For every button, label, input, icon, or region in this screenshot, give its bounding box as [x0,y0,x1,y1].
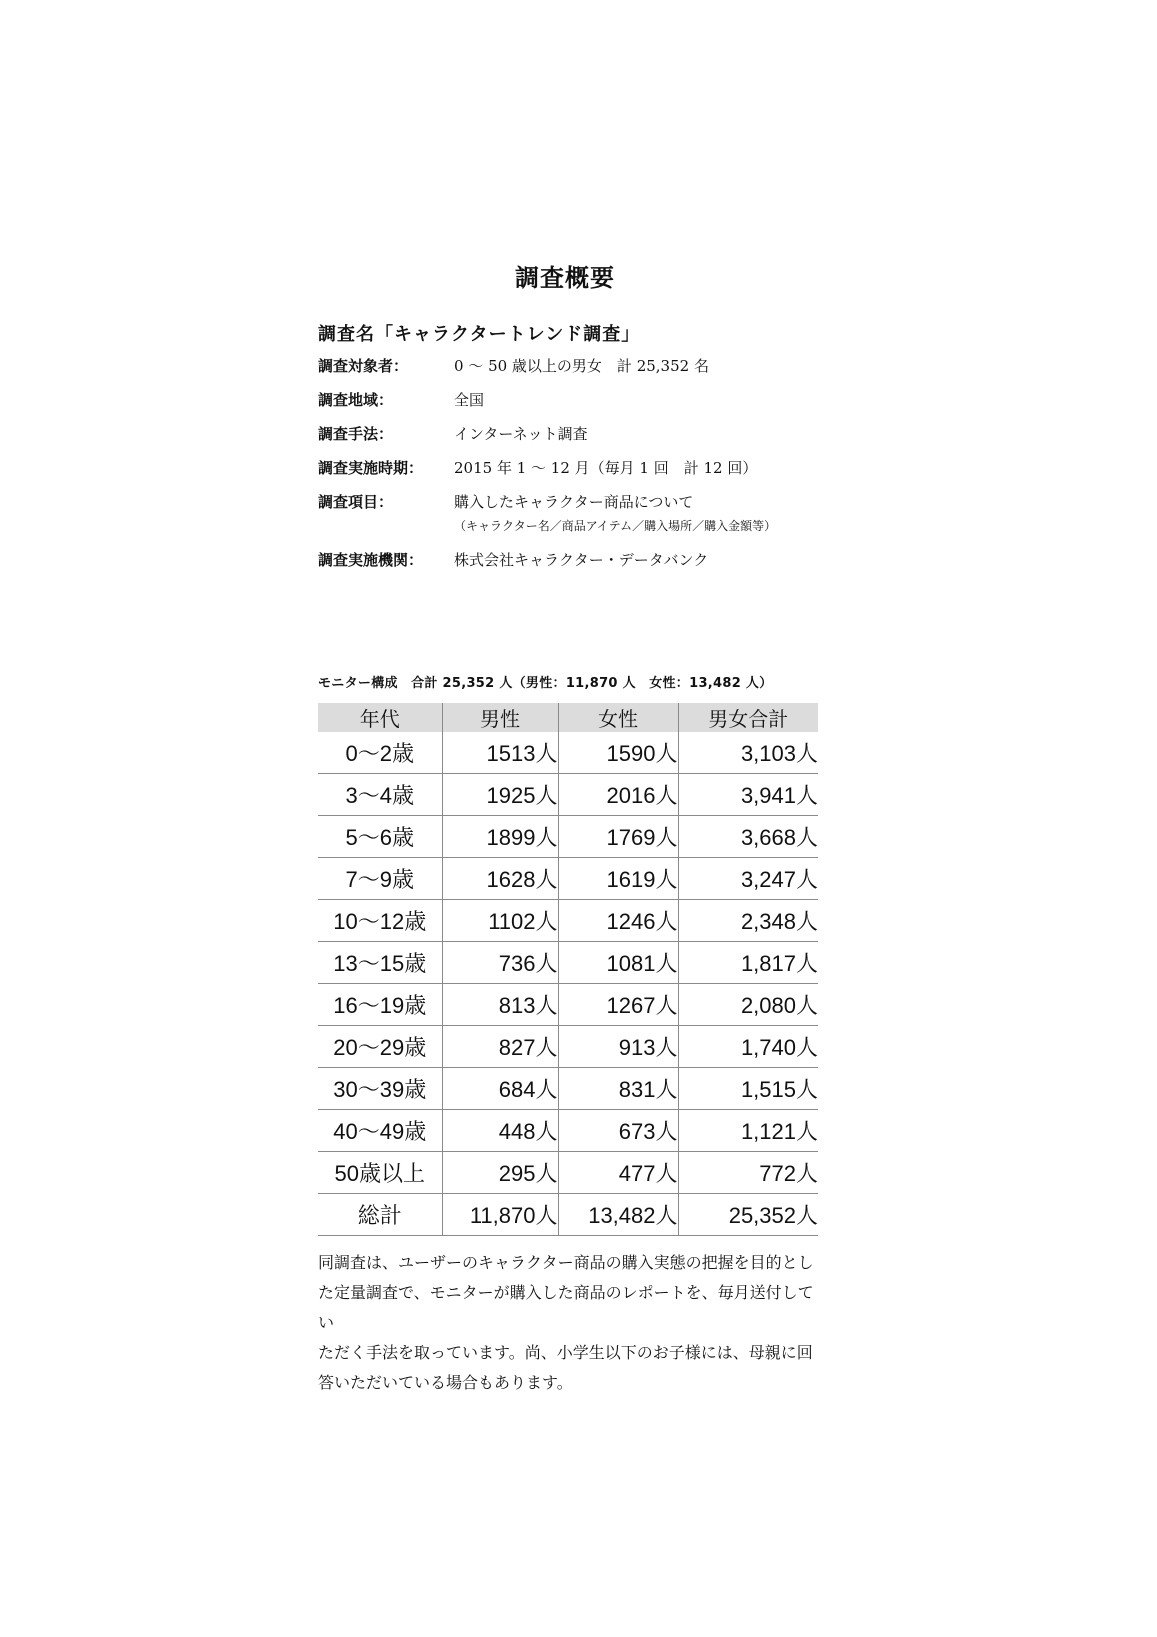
survey-name: 調査名「キャラクタートレンド調査」 [318,324,641,345]
page-title: 調査概要 [515,264,615,292]
info-label: 調査実施時期： [318,459,424,477]
info-label: 調査対象者： [318,357,409,375]
note-line: ただく手法を取っています。尚、小学生以下のお子様には、母親に回 [318,1343,813,1362]
header-male: 男性 [442,703,558,732]
male-cell: 1513人 [442,732,558,774]
info-value: 2015 年 1 ～ 12 月（毎月 1 回 計 12 回） [454,459,758,477]
male-cell: 1102人 [442,900,558,942]
age-cell: 総計 [318,1194,442,1236]
info-row-items [318,491,838,549]
male-cell: 827人 [442,1026,558,1068]
info-label: 調査実施機関： [318,551,424,569]
total-cell: 2,348人 [678,900,818,942]
info-value: 0 ～ 50 歳以上の男女 計 25,352 名 [454,357,709,375]
info-value-group [454,491,776,535]
female-cell: 2016人 [558,774,678,816]
table-row [318,816,818,858]
total-cell: 1,121人 [678,1110,818,1152]
info-row-organization [318,549,838,583]
male-cell: 684人 [442,1068,558,1110]
age-cell: 7〜9歳 [318,858,442,900]
age-cell: 0〜2歳 [318,732,442,774]
header-female: 女性 [558,703,678,732]
male-cell: 736人 [442,942,558,984]
table-row [318,942,818,984]
male-cell: 1925人 [442,774,558,816]
table-row [318,984,818,1026]
age-cell: 5〜6歳 [318,816,442,858]
info-value: 株式会社キャラクター・データバンク [454,551,709,569]
total-cell: 25,352人 [678,1194,818,1236]
female-cell: 13,482人 [558,1194,678,1236]
total-cell: 3,103人 [678,732,818,774]
female-cell: 913人 [558,1026,678,1068]
table-row [318,1026,818,1068]
info-label: 調査地域： [318,391,394,409]
note-line: 同調査は、ユーザーのキャラクター商品の購入実態の把握を目的とし [318,1253,814,1272]
note-line: た定量調査で、モニターが購入した商品のレポートを、毎月送付してい [318,1283,814,1332]
table-total-row [318,1194,818,1236]
total-cell: 3,247人 [678,858,818,900]
table-row [318,858,818,900]
note-line: 答いただいている場合もあります。 [318,1373,573,1392]
female-cell: 1769人 [558,816,678,858]
male-cell: 11,870人 [442,1194,558,1236]
female-cell: 1619人 [558,858,678,900]
total-cell: 3,668人 [678,816,818,858]
info-value: インターネット調査 [454,425,588,443]
info-label: 調査手法： [318,425,394,443]
age-cell: 30〜39歳 [318,1068,442,1110]
table-row [318,1152,818,1194]
info-label: 調査項目： [318,493,394,511]
total-cell: 3,941人 [678,774,818,816]
age-cell: 13〜15歳 [318,942,442,984]
female-cell: 831人 [558,1068,678,1110]
male-cell: 1628人 [442,858,558,900]
table-row [318,1110,818,1152]
info-value: 全国 [454,391,485,409]
female-cell: 1081人 [558,942,678,984]
age-cell: 10〜12歳 [318,900,442,942]
note-paragraph [318,1248,823,1398]
total-cell: 1,515人 [678,1068,818,1110]
table-header-row [318,703,818,732]
male-cell: 448人 [442,1110,558,1152]
total-cell: 2,080人 [678,984,818,1026]
female-cell: 1267人 [558,984,678,1026]
table-row [318,774,818,816]
info-row-period [318,457,838,491]
female-cell: 673人 [558,1110,678,1152]
age-cell: 50歳以上 [318,1152,442,1194]
header-total: 男女合計 [678,703,818,732]
female-cell: 1246人 [558,900,678,942]
info-row-method [318,423,838,457]
male-cell: 813人 [442,984,558,1026]
age-cell: 3〜4歳 [318,774,442,816]
info-subvalue: （キャラクター名／商品アイテム／購入場所／購入金額等） [454,519,777,533]
info-row-target [318,355,838,389]
info-row-region [318,389,838,423]
monitor-table [318,703,818,1236]
header-age: 年代 [318,703,442,732]
age-cell: 16〜19歳 [318,984,442,1026]
female-cell: 1590人 [558,732,678,774]
age-cell: 20〜29歳 [318,1026,442,1068]
table-row [318,1068,818,1110]
table-row [318,732,818,774]
total-cell: 1,740人 [678,1026,818,1068]
survey-info-list [318,355,838,583]
male-cell: 295人 [442,1152,558,1194]
table-body [318,732,818,1236]
male-cell: 1899人 [442,816,558,858]
table-row [318,900,818,942]
total-cell: 772人 [678,1152,818,1194]
info-value: 購入したキャラクター商品について [454,493,694,511]
monitor-caption: モニター構成 合計 25,352 人（男性：11,870 人 女性：13,482 人） [318,676,773,691]
total-cell: 1,817人 [678,942,818,984]
female-cell: 477人 [558,1152,678,1194]
age-cell: 40〜49歳 [318,1110,442,1152]
